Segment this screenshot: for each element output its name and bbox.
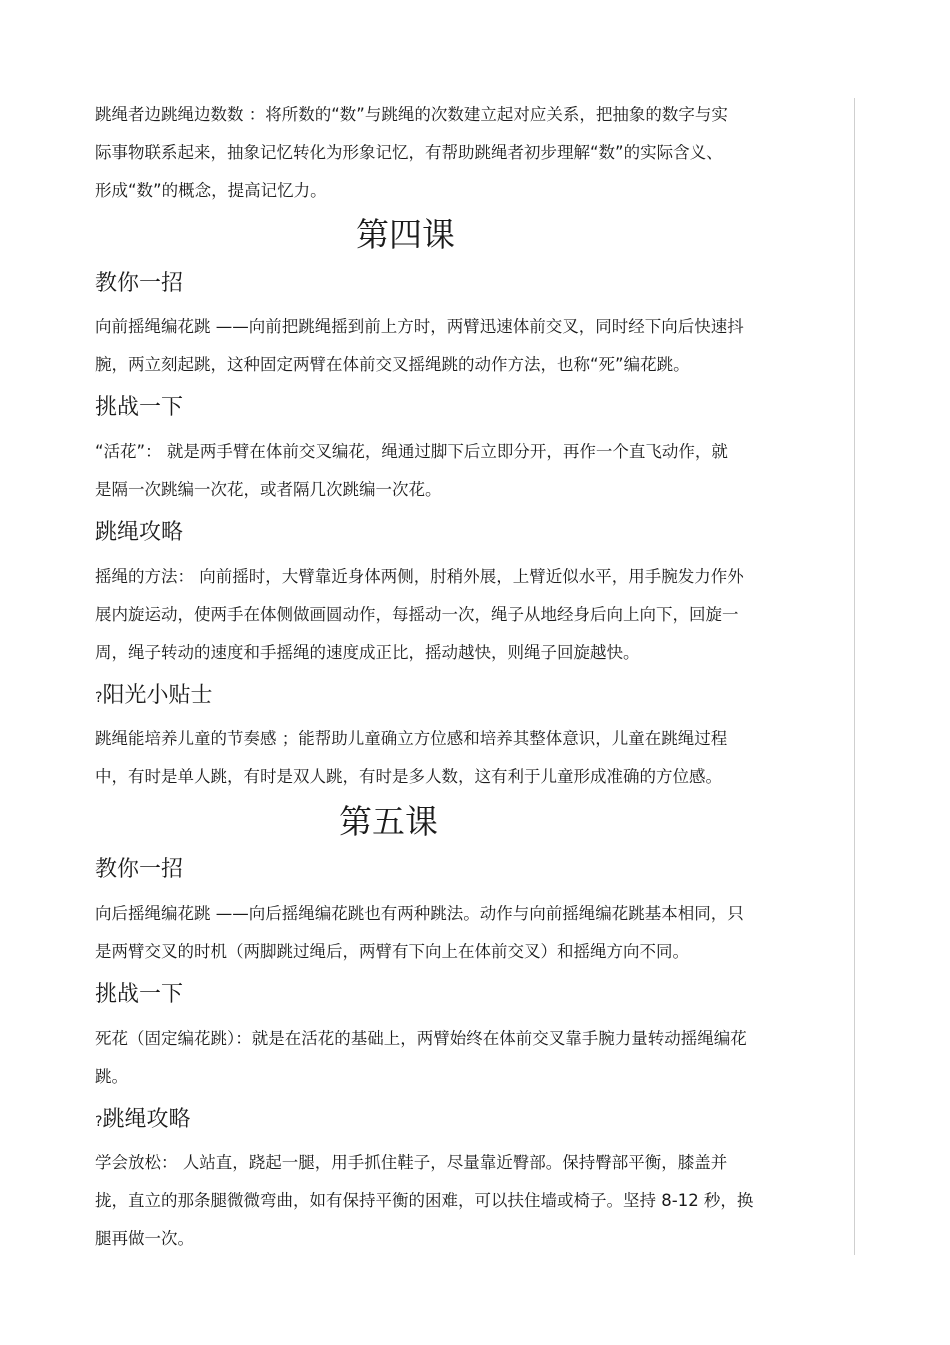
lesson4-challenge-line-2: 是隔一次跳编一次花，或者隔几次跳编一次花。 <box>95 480 442 499</box>
lesson4-strategy-heading: 跳绳攻略 <box>95 520 184 545</box>
lesson4-teach-line-2: 腕，两立刻起跳，这种固定两臂在体前交叉摇绳跳的动作方法，也称“死”编花跳。 <box>95 355 690 374</box>
lesson5-teach-line-1: 向后摇绳编花跳 ——向后摇绳编花跳也有两种跳法。动作与向前摇绳编花跳基本相同，只 <box>95 904 744 923</box>
lesson4-strategy-line-3: 周，绳子转动的速度和手摇绳的速度成正比，摇动越快，则绳子回旋越快。 <box>95 643 640 662</box>
lesson5-title: 第五课 <box>339 802 438 841</box>
lesson4-tips-line-2: 中，有时是单人跳，有时是双人跳，有时是多人数，这有利于儿童形成准确的方位感。 <box>95 767 722 786</box>
lesson4-title: 第四课 <box>356 215 455 254</box>
lesson4-teach-heading: 教你一招 <box>95 271 184 296</box>
lesson5-strategy-line-1: 学会放松： 人站直，跷起一腿，用手抓住鞋子，尽量靠近臀部。保持臀部平衡，膝盖并 <box>95 1153 728 1172</box>
intro-line-1: 跳绳者边跳绳边数数 ：将所数的“数”与跳绳的次数建立起对应关系，把抽象的数字与实 <box>95 105 728 124</box>
unknown-glyph-marker: ? <box>95 1114 103 1130</box>
lesson5-strategy-line-2: 拢，直立的那条腿微微弯曲，如有保持平衡的困难，可以扶住墙或椅子。坚持 8-12 秒，换 <box>95 1191 754 1210</box>
lesson4-teach-line-1: 向前摇绳编花跳 ——向前把跳绳摇到前上方时，两臂迅速体前交叉，同时经下向后快速抖 <box>95 317 744 336</box>
lesson5-strategy-heading <box>95 1106 190 1136</box>
lesson5-teach-heading: 教你一招 <box>95 857 184 882</box>
lesson4-challenge-line-1: “活花”： 就是两手臂在体前交叉编花，绳通过脚下后立即分开，再作一个直飞动作，就 <box>95 442 728 461</box>
lesson4-strategy-line-1: 摇绳的方法： 向前摇时，大臂靠近身体两侧，肘稍外展，上臂近似水平，用手腕发力作外 <box>95 567 744 586</box>
lesson4-tips-line-1: 跳绳能培养儿童的节奏感 ；能帮助儿童确立方位感和培养其整体意识，儿童在跳绳过程 <box>95 729 728 748</box>
lesson4-challenge-heading: 挑战一下 <box>95 395 184 420</box>
strategy-heading-text: 跳绳攻略 <box>102 1107 191 1132</box>
unknown-glyph-marker: ? <box>95 690 103 706</box>
lesson5-challenge-line-2: 跳。 <box>95 1067 128 1086</box>
intro-line-2: 际事物联系起来，抽象记忆转化为形象记忆，有帮助跳绳者初步理解“数”的实际含义、 <box>95 143 723 162</box>
lesson4-strategy-line-2: 展内旋运动，使两手在体侧做画圆动作，每摇动一次，绳子从地经身后向上向下，回旋一 <box>95 605 739 624</box>
intro-line-3: 形成“数”的概念，提高记忆力。 <box>95 181 327 200</box>
lesson5-teach-line-2: 是两臂交叉的时机（两脚跳过绳后，两臂有下向上在体前交叉）和摇绳方向不同。 <box>95 942 689 961</box>
lesson5-challenge-line-1: 死花（固定编花跳）：就是在活花的基础上，两臂始终在体前交叉靠手腕力量转动摇绳编花 <box>95 1029 747 1048</box>
lesson5-challenge-heading: 挑战一下 <box>95 982 184 1007</box>
lesson5-strategy-line-3: 腿再做一次。 <box>95 1229 194 1248</box>
tips-heading-text: 阳光小贴士 <box>102 683 213 708</box>
lesson4-tips-heading <box>95 682 212 712</box>
right-margin-rule <box>854 98 855 1255</box>
